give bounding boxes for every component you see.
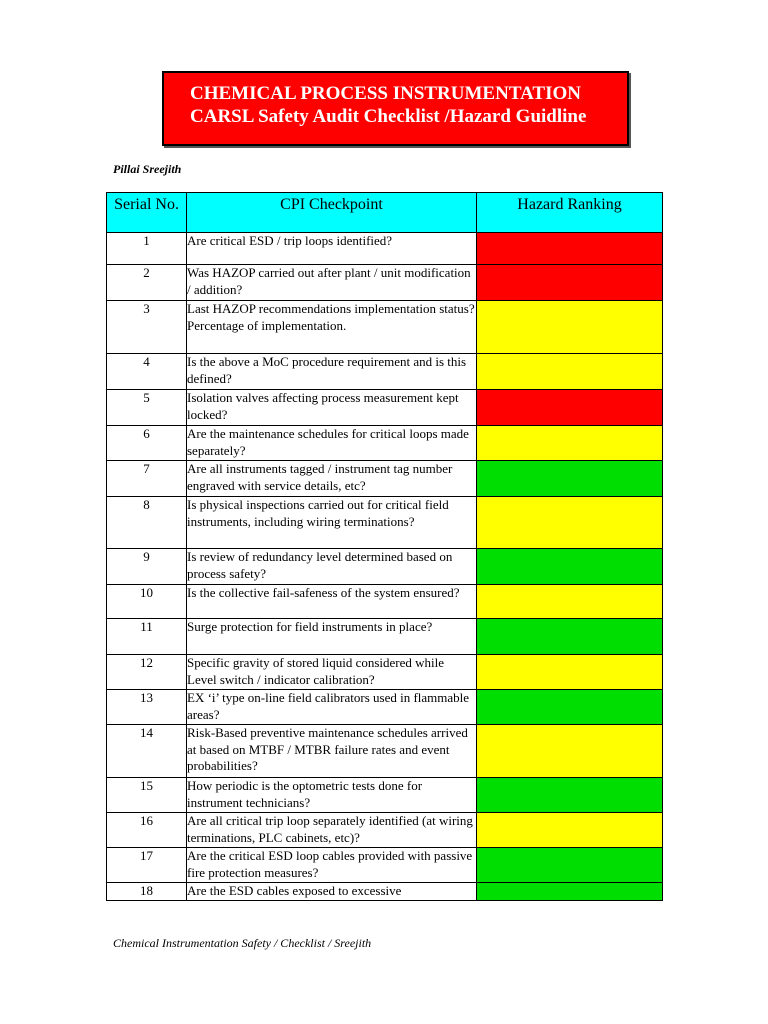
- checkpoint-cell: Specific gravity of stored liquid considered while Level switch / indicator calibration?: [187, 655, 477, 690]
- checkpoint-cell: Is the above a MoC procedure requirement and is this defined?: [187, 354, 477, 390]
- title-line-2: CARSL Safety Audit Checklist /Hazard Guidline: [190, 106, 587, 127]
- serial-number-cell: 5: [107, 390, 187, 426]
- serial-number-cell: 1: [107, 233, 187, 265]
- hazard-ranking-cell-green: [477, 848, 663, 883]
- table-row: [107, 883, 663, 901]
- serial-number-cell: 18: [107, 883, 187, 901]
- table-row: [107, 233, 663, 265]
- table-row: [107, 690, 663, 725]
- header-cpi-checkpoint: CPI Checkpoint: [187, 193, 477, 233]
- title-line-1: CHEMICAL PROCESS INSTRUMENTATION: [190, 83, 581, 104]
- hazard-ranking-cell-yellow: [477, 497, 663, 549]
- table-row: [107, 655, 663, 690]
- checkpoint-cell: Isolation valves affecting process measurement kept locked?: [187, 390, 477, 426]
- hazard-ranking-cell-green: [477, 461, 663, 497]
- serial-number-cell: 9: [107, 549, 187, 585]
- hazard-ranking-cell-red: [477, 390, 663, 426]
- checkpoint-cell: Last HAZOP recommendations implementation status? Percentage of implementation.: [187, 301, 477, 354]
- hazard-ranking-cell-red: [477, 265, 663, 301]
- hazard-ranking-cell-green: [477, 883, 663, 901]
- hazard-ranking-cell-yellow: [477, 725, 663, 778]
- serial-number-cell: 15: [107, 778, 187, 813]
- table-row: [107, 585, 663, 619]
- checkpoint-cell: Is review of redundancy level determined based on process safety?: [187, 549, 477, 585]
- serial-number-cell: 8: [107, 497, 187, 549]
- serial-number-cell: 12: [107, 655, 187, 690]
- checklist-table: [106, 192, 663, 901]
- table-row: [107, 354, 663, 390]
- table-row: [107, 265, 663, 301]
- table-row: [107, 619, 663, 655]
- hazard-ranking-cell-green: [477, 778, 663, 813]
- table-row: [107, 778, 663, 813]
- checkpoint-cell: Are the ESD cables exposed to excessive: [187, 883, 477, 901]
- header-hazard-ranking: Hazard Ranking: [477, 193, 663, 233]
- author-name: Pillai Sreejith: [113, 162, 182, 176]
- table-row: [107, 301, 663, 354]
- hazard-ranking-cell-red: [477, 233, 663, 265]
- checkpoint-cell: Are all instruments tagged / instrument tag number engraved with service details, etc?: [187, 461, 477, 497]
- table-row: [107, 497, 663, 549]
- checkpoint-cell: Surge protection for field instruments in place?: [187, 619, 477, 655]
- serial-number-cell: 6: [107, 426, 187, 461]
- table-row: [107, 426, 663, 461]
- serial-number-cell: 16: [107, 813, 187, 848]
- table-row: [107, 390, 663, 426]
- document-title-banner: [162, 71, 629, 146]
- checkpoint-cell: Was HAZOP carried out after plant / unit modification / addition?: [187, 265, 477, 301]
- checkpoint-cell: Is physical inspections carried out for critical field instruments, including wiring terminations?: [187, 497, 477, 549]
- hazard-ranking-cell-yellow: [477, 813, 663, 848]
- checkpoint-cell: Are the maintenance schedules for critical loops made separately?: [187, 426, 477, 461]
- hazard-ranking-cell-yellow: [477, 301, 663, 354]
- serial-number-cell: 17: [107, 848, 187, 883]
- checkpoint-cell: Are critical ESD / trip loops identified?: [187, 233, 477, 265]
- table-row: [107, 848, 663, 883]
- serial-number-cell: 4: [107, 354, 187, 390]
- hazard-ranking-cell-yellow: [477, 585, 663, 619]
- checkpoint-cell: Are all critical trip loop separately identified (at wiring terminations, PLC cabinets, etc)?: [187, 813, 477, 848]
- hazard-ranking-cell-yellow: [477, 354, 663, 390]
- table-row: [107, 549, 663, 585]
- serial-number-cell: 10: [107, 585, 187, 619]
- checkpoint-cell: Is the collective fail-safeness of the system ensured?: [187, 585, 477, 619]
- hazard-ranking-cell-green: [477, 619, 663, 655]
- page-footer: Chemical Instrumentation Safety / Checklist / Sreejith: [113, 936, 372, 950]
- serial-number-cell: 3: [107, 301, 187, 354]
- serial-number-cell: 14: [107, 725, 187, 778]
- hazard-ranking-cell-green: [477, 549, 663, 585]
- checkpoint-cell: EX ‘i’ type on-line field calibrators used in flammable areas?: [187, 690, 477, 725]
- serial-number-cell: 2: [107, 265, 187, 301]
- hazard-ranking-cell-green: [477, 690, 663, 725]
- header-serial-no: Serial No.: [107, 193, 187, 233]
- checkpoint-cell: Risk-Based preventive maintenance schedules arrived at based on MTBF / MTBR failure rates and event probabilities?: [187, 725, 477, 778]
- table-header-row: [107, 193, 663, 233]
- table-row: [107, 461, 663, 497]
- hazard-ranking-cell-yellow: [477, 655, 663, 690]
- serial-number-cell: 13: [107, 690, 187, 725]
- table-row: [107, 813, 663, 848]
- serial-number-cell: 7: [107, 461, 187, 497]
- serial-number-cell: 11: [107, 619, 187, 655]
- checkpoint-cell: Are the critical ESD loop cables provided with passive fire protection measures?: [187, 848, 477, 883]
- table-row: [107, 725, 663, 778]
- hazard-ranking-cell-yellow: [477, 426, 663, 461]
- checkpoint-cell: How periodic is the optometric tests done for instrument technicians?: [187, 778, 477, 813]
